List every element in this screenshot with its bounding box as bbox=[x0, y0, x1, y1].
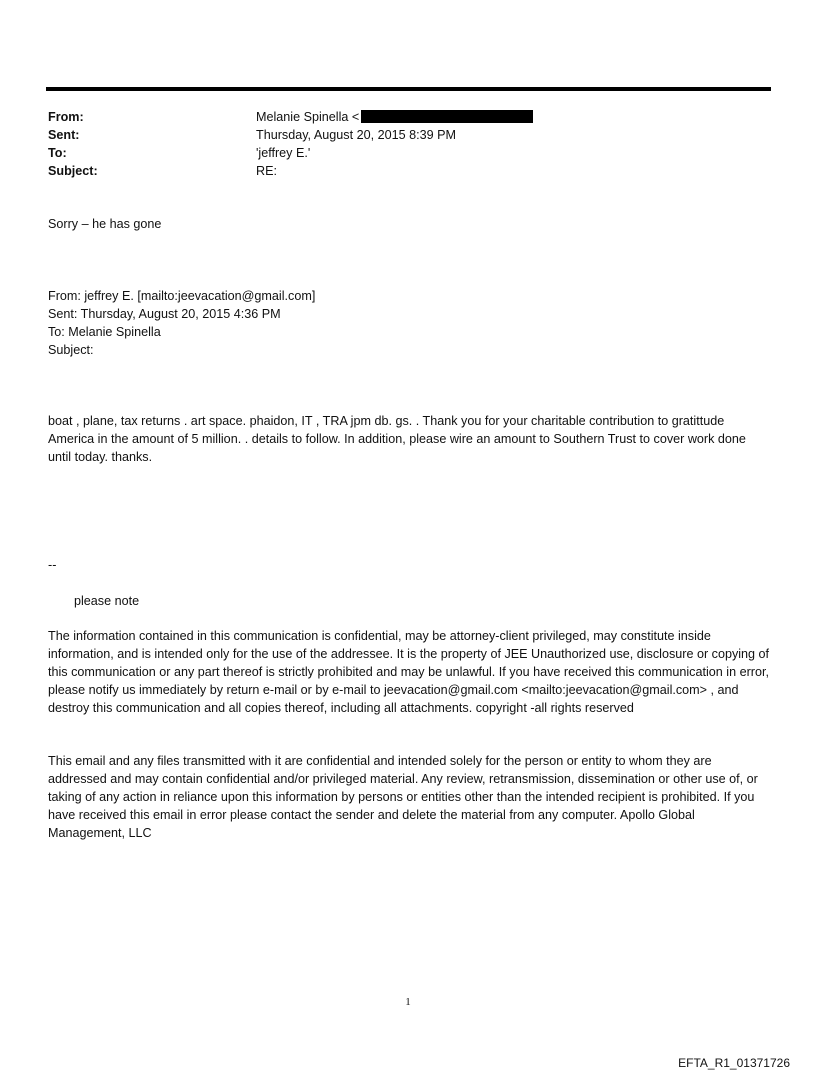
sent-value: Thursday, August 20, 2015 8:39 PM bbox=[256, 128, 456, 142]
sent-row bbox=[48, 126, 533, 144]
reply-text: Sorry – he has gone bbox=[48, 217, 162, 231]
to-row bbox=[48, 144, 533, 162]
original-to: To: Melanie Spinella bbox=[48, 325, 161, 339]
bates-number: EFTA_R1_01371726 bbox=[678, 1056, 790, 1070]
redaction-box bbox=[361, 110, 533, 123]
from-sender: Melanie Spinella < bbox=[256, 110, 360, 124]
disclaimer-apollo: This email and any files transmitted with it are confidential and intended solely for the person or entity to whom they are addressed and may contain confidential and/or privileged material. Any review, retransmission, dissemination or other use of, or taking of any action in reliance upon this information by persons or entities other than the intended recipient is prohibited. If you have received this email in error please contact the sender and delete the material from any computer. Apollo Global Management, LLC bbox=[48, 754, 758, 840]
please-note: please note bbox=[74, 594, 140, 608]
original-sent: Sent: Thursday, August 20, 2015 4:36 PM bbox=[48, 307, 281, 321]
subject-row bbox=[48, 162, 533, 180]
email-header bbox=[48, 108, 533, 180]
subject-label: Subject: bbox=[48, 164, 98, 178]
original-header bbox=[48, 287, 315, 359]
from-label: From: bbox=[48, 110, 84, 124]
sent-label: Sent: bbox=[48, 128, 80, 142]
to-value: 'jeffrey E.' bbox=[256, 146, 311, 160]
subject-value: RE: bbox=[256, 164, 277, 178]
header-rule bbox=[46, 87, 771, 91]
page-number: 1 bbox=[405, 996, 411, 1008]
from-value bbox=[256, 108, 533, 126]
disclaimer-jee: The information contained in this communication is confidential, may be attorney-client privileged, may constitute inside information, and is intended only for the use of the addressee. It is the property of JEE Unauthorized use, disclosure or copying of this communication or any part thereof is strictly prohibited and may be unlawful. If you have received this communication in error, please notify us immediately by return e-mail or by e-mail to jeevacation@gmail.com <mailto:jeevacation@gmail.com> , and destroy this communication and all copies thereof, including all attachments. copyright -all rights reserved bbox=[48, 629, 770, 715]
original-from: From: jeffrey E. [mailto:jeevacation@gmail.com] bbox=[48, 289, 316, 303]
to-label: To: bbox=[48, 146, 67, 160]
original-subject: Subject: bbox=[48, 343, 94, 357]
message-body: boat , plane, tax returns . art space. phaidon, IT , TRA jpm db. gs. . Thank you for your charitable contribution to gratittude America in the amount of 5 million. . details to follow. In addition, please wire an amount to Southern Trust to cover work done until today. thanks. bbox=[48, 414, 746, 464]
from-row bbox=[48, 108, 533, 126]
signature-separator: -- bbox=[48, 558, 57, 572]
